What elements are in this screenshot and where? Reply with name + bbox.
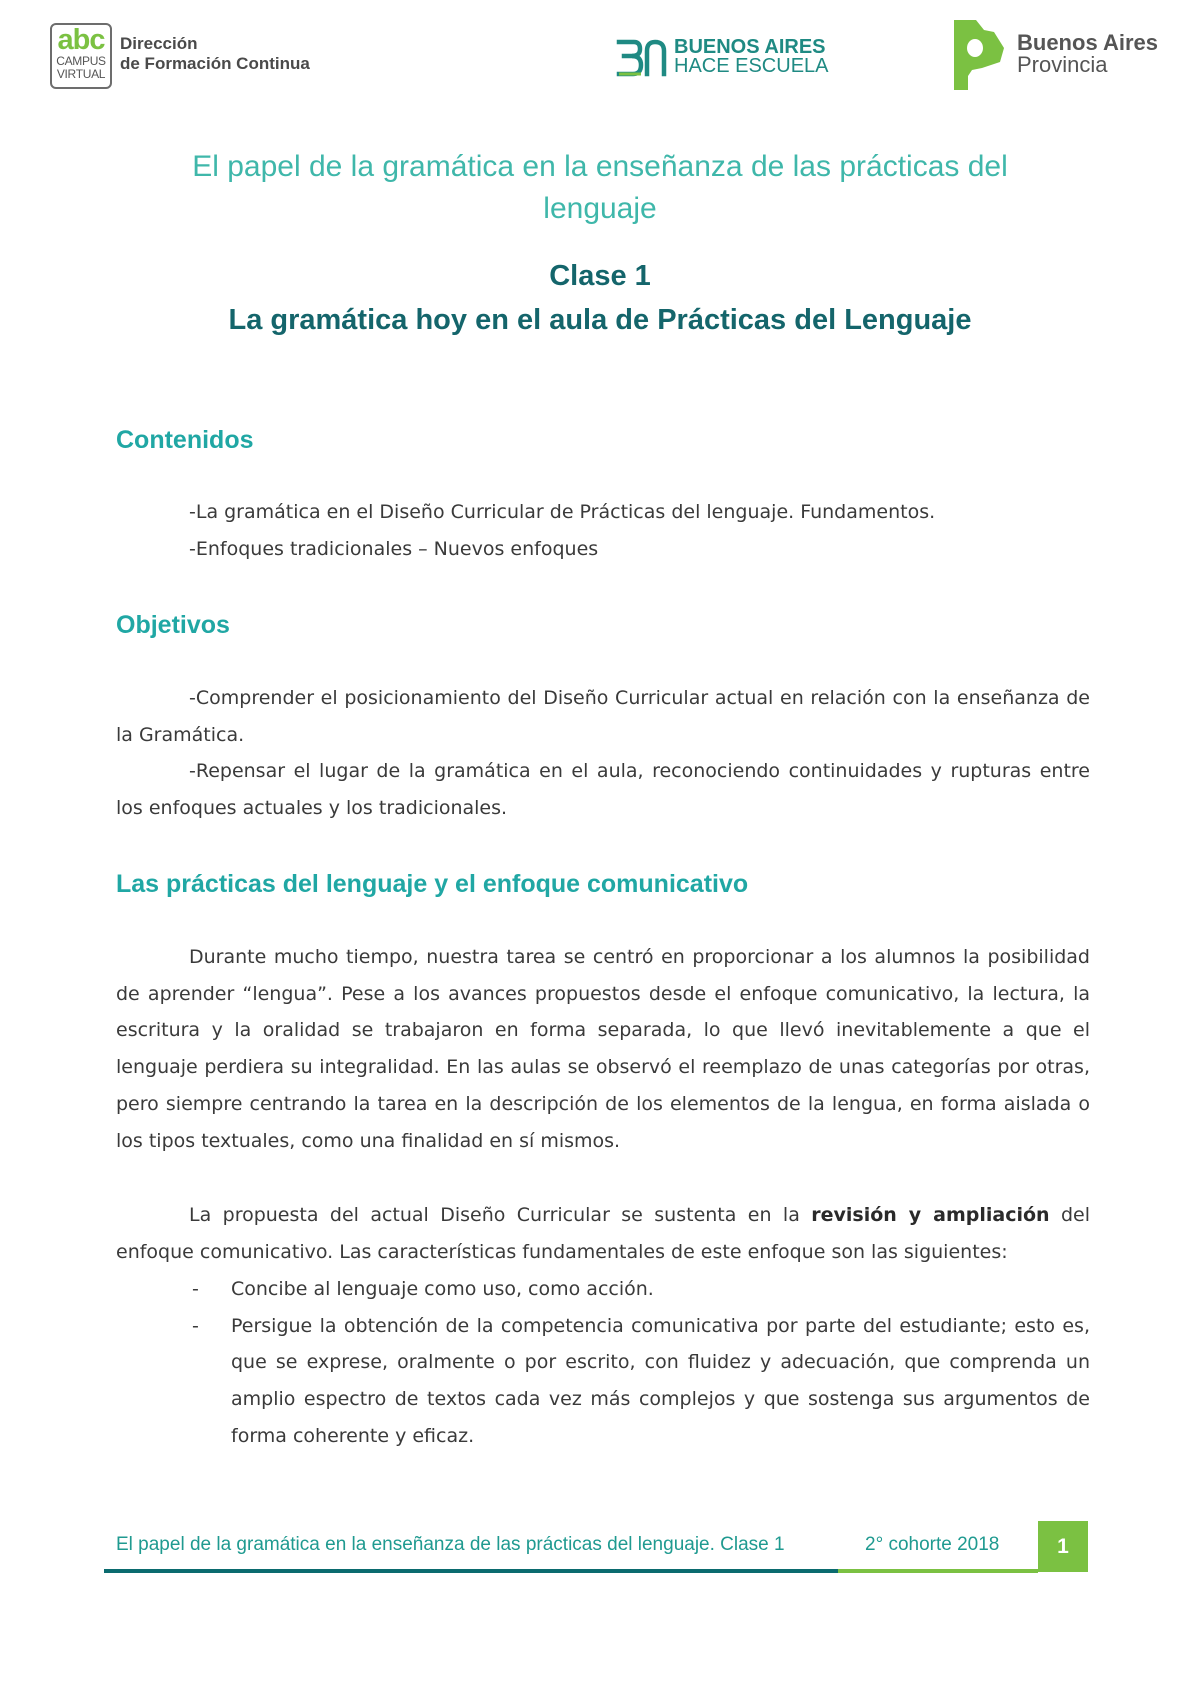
footer-rule-teal — [104, 1569, 838, 1573]
class-number: Clase 1 — [549, 260, 651, 292]
list-item — [188, 1271, 1090, 1308]
buenos-aires-hace-escuela-logo — [674, 38, 829, 76]
objetivos-item-1: -Comprender el posicionamiento del Diseño Curricular actual en relación con la enseñanza de la Gramática. — [116, 687, 1090, 746]
objetivos-heading: Objetivos — [116, 611, 230, 639]
page-number: 1 — [1038, 1521, 1088, 1572]
pba-line2: Provincia — [1017, 52, 1108, 77]
abc-logo-letters: abc — [57, 24, 105, 56]
bahe-line2: HACE ESCUELA — [674, 55, 829, 77]
buenos-aires-hace-escuela-icon — [616, 38, 668, 78]
footer-cohort: 2° cohorte 2018 — [865, 1534, 1000, 1555]
section-paragraph-2 — [116, 1197, 1090, 1270]
paragraph-2-text-before: La propuesta del actual Diseño Curricular se sustenta en la — [189, 1204, 812, 1226]
direccion-line1: Dirección — [120, 34, 198, 53]
provincia-map-icon — [950, 18, 1006, 92]
bahe-line1: BUENOS AIRES — [674, 36, 826, 58]
class-title: La gramática hoy en el aula de Prácticas del Lenguaje — [228, 304, 972, 336]
abc-campus-virtual-logo — [50, 23, 112, 89]
contenidos-item-2: -Enfoques tradicionales – Nuevos enfoques — [189, 538, 599, 560]
section-heading: Las prácticas del lenguaje y el enfoque comunicativo — [116, 870, 749, 898]
buenos-aires-provincia-logo — [1017, 32, 1158, 76]
list-item-text: Concibe al lenguaje como uso, como acción. — [231, 1278, 654, 1300]
footer-rule-green — [838, 1569, 1038, 1573]
contenidos-item-1: -La gramática en el Diseño Curricular de Prácticas del lenguaje. Fundamentos. — [189, 501, 936, 523]
direccion-formacion-continua — [120, 34, 310, 74]
bullet-dash: - — [192, 1314, 199, 1337]
section-paragraph-1: Durante mucho tiempo, nuestra tarea se centró en proporcionar a los alumnos la posibilidad de aprender “lengua”. Pese a los avances propuestos desde el enfoque comunicativo, la lectura, la escritura y la oralidad se trabajaron en forma separada, lo que llevó inevitablemente a que el lenguaje perdiera su integralidad. En las aulas se observó el reemplazo de unas categorías por otras, pero siempre centrando la tarea en la descripción de los elementos de la lengua, en forma aislada o los tipos textuales, como una finalidad en sí mismos. — [116, 946, 1090, 1152]
pba-line1: Buenos Aires — [1017, 30, 1159, 55]
list-item-text: Persigue la obtención de la competencia comunicativa por parte del estudiante; esto es, que se exprese, oralmente o por escrito, con fluidez y adecuación, que comprenda un amplio espectro de textos cada vez más complejos y que sostenga sus argumentos de forma coherente y eficaz. — [231, 1314, 1090, 1447]
contenidos-heading: Contenidos — [116, 426, 254, 454]
paragraph-2-bold-text: revisión y ampliación — [811, 1204, 1050, 1226]
list-item — [188, 1308, 1090, 1455]
abc-logo-campus: CAMPUS — [56, 54, 106, 68]
enfoque-characteristics-list — [188, 1271, 1090, 1455]
direccion-line2: de Formación Continua — [120, 54, 310, 73]
footer-document-title: El papel de la gramática en la enseñanza de las prácticas del lenguaje. Clase 1 — [116, 1534, 785, 1555]
document-title — [120, 146, 1080, 230]
objetivos-item-2: -Repensar el lugar de la gramática en el aula, reconociendo continuidades y rupturas entre los enfoques actuales y los tradicionales. — [116, 760, 1090, 819]
abc-logo-virtual: VIRTUAL — [56, 67, 106, 81]
document-title-line1: El papel de la gramática en la enseñanza de las prácticas del — [192, 150, 1008, 183]
bullet-dash: - — [192, 1278, 199, 1300]
paragraph-2-text-after: del enfoque comunicativo. Las características fundamentales de este enfoque son las siguientes: — [116, 1204, 1091, 1263]
document-title-line2: lenguaje — [543, 192, 657, 225]
